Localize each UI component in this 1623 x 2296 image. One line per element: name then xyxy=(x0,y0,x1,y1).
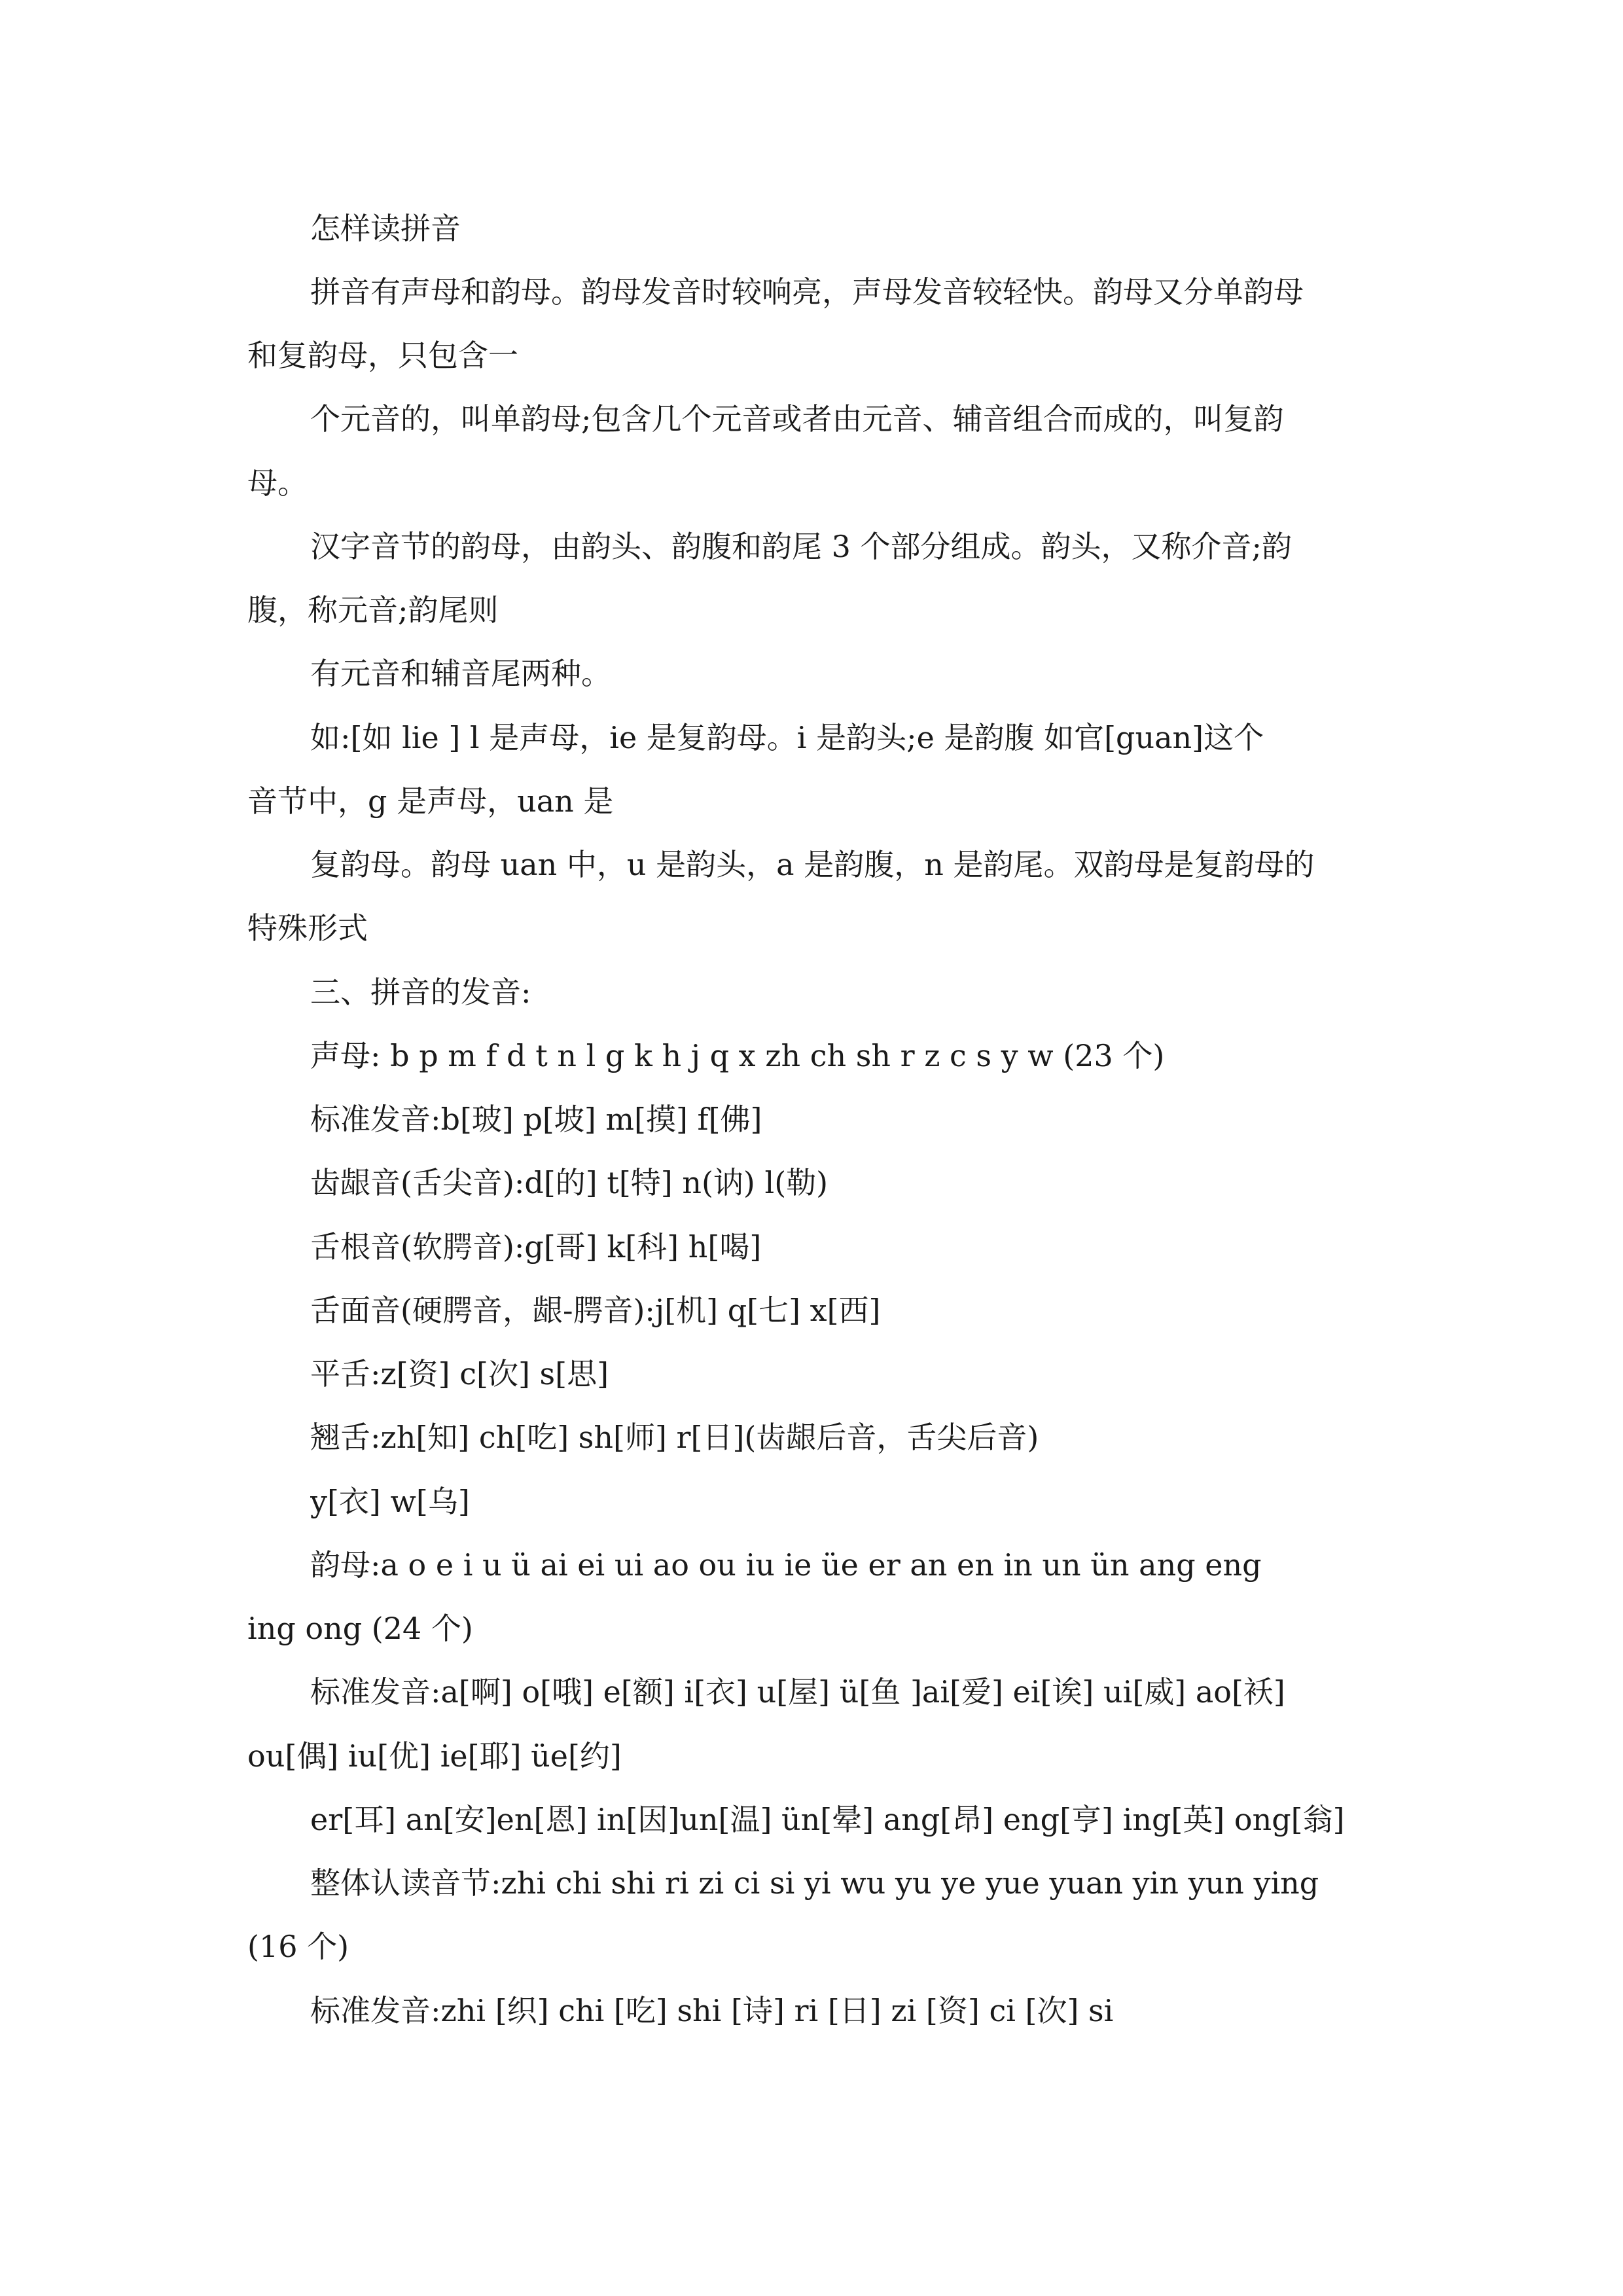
text-line: 有元音和辅音尾两种。 xyxy=(310,656,611,691)
text-line: 如:[如 lie ] l 是声母，ie 是复韵母。i 是韵头;e 是韵腹 如官[guan]这个 xyxy=(310,720,1264,755)
text-line: 和复韵母，只包含一 xyxy=(247,338,518,373)
text-line: 汉字音节的韵母，由韵头、韵腹和韵尾 3 个部分组成。韵头，又称介音;韵 xyxy=(310,529,1293,564)
text-line: 齿龈音(舌尖音):d[的] t[特] n(讷) l(勒) xyxy=(310,1165,829,1200)
text-line: (16 个) xyxy=(247,1929,349,1964)
text-line: 特殊形式 xyxy=(247,910,368,946)
text-line: 标准发音:b[玻] p[坡] m[摸] f[佛] xyxy=(310,1102,762,1137)
text-line: 舌面音(硬腭音，龈-腭音):j[机] q[七] x[西] xyxy=(310,1293,881,1328)
text-line: 标准发音:a[啊] o[哦] e[额] i[衣] u[屋] ü[鱼 ]ai[爱] ei[诶] ui[威] ao[袄] xyxy=(310,1674,1285,1710)
text-line: 个元音的，叫单韵母;包含几个元音或者由元音、辅音组合而成的，叫复韵 xyxy=(310,401,1284,437)
text-line: 怎样读拼音 xyxy=(310,211,461,246)
text-line: 翘舌:zh[知] ch[吃] sh[师] r[日](齿龈后音，舌尖后音) xyxy=(310,1420,1039,1455)
text-line: 复韵母。韵母 uan 中，u 是韵头，a 是韵腹，n 是韵尾。双韵母是复韵母的 xyxy=(310,847,1315,882)
text-line: y[衣] w[乌] xyxy=(310,1484,470,1519)
text-line: 整体认读音节:zhi chi shi ri zi ci si yi wu yu ye yue yuan yin yun ying xyxy=(310,1865,1319,1901)
section-heading: 三、拼音的发音: xyxy=(310,975,531,1010)
text-line: 舌根音(软腭音):g[哥] k[科] h[喝] xyxy=(310,1229,762,1265)
text-line: 拼音有声母和韵母。韵母发音时较响亮，声母发音较轻快。韵母又分单韵母 xyxy=(310,274,1304,310)
text-line: 标准发音:zhi [织] chi [吃] shi [诗] ri [日] zi [资] ci [次] si xyxy=(310,1993,1114,2028)
text-line: ou[偶] iu[优] ie[耶] üe[约] xyxy=(247,1738,622,1774)
text-line: 母。 xyxy=(247,465,308,501)
text-line: ing ong (24 个) xyxy=(247,1611,473,1646)
text-line: 音节中，g 是声母，uan 是 xyxy=(247,783,614,819)
text-line: 平舌:z[资] c[次] s[思] xyxy=(310,1356,609,1391)
text-line: 韵母:a o e i u ü ai ei ui ao ou iu ie üe er an en in un ün ang eng xyxy=(310,1547,1262,1583)
text-line: er[耳] an[安]en[恩] in[因]un[温] ün[晕] ang[昂] eng[亨] ing[英] ong[翁] xyxy=(310,1802,1345,1837)
text-line: 声母: b p m f d t n l g k h j q x zh ch sh r z c s y w (23 个) xyxy=(310,1038,1165,1073)
text-line: 腹，称元音;韵尾则 xyxy=(247,592,499,628)
